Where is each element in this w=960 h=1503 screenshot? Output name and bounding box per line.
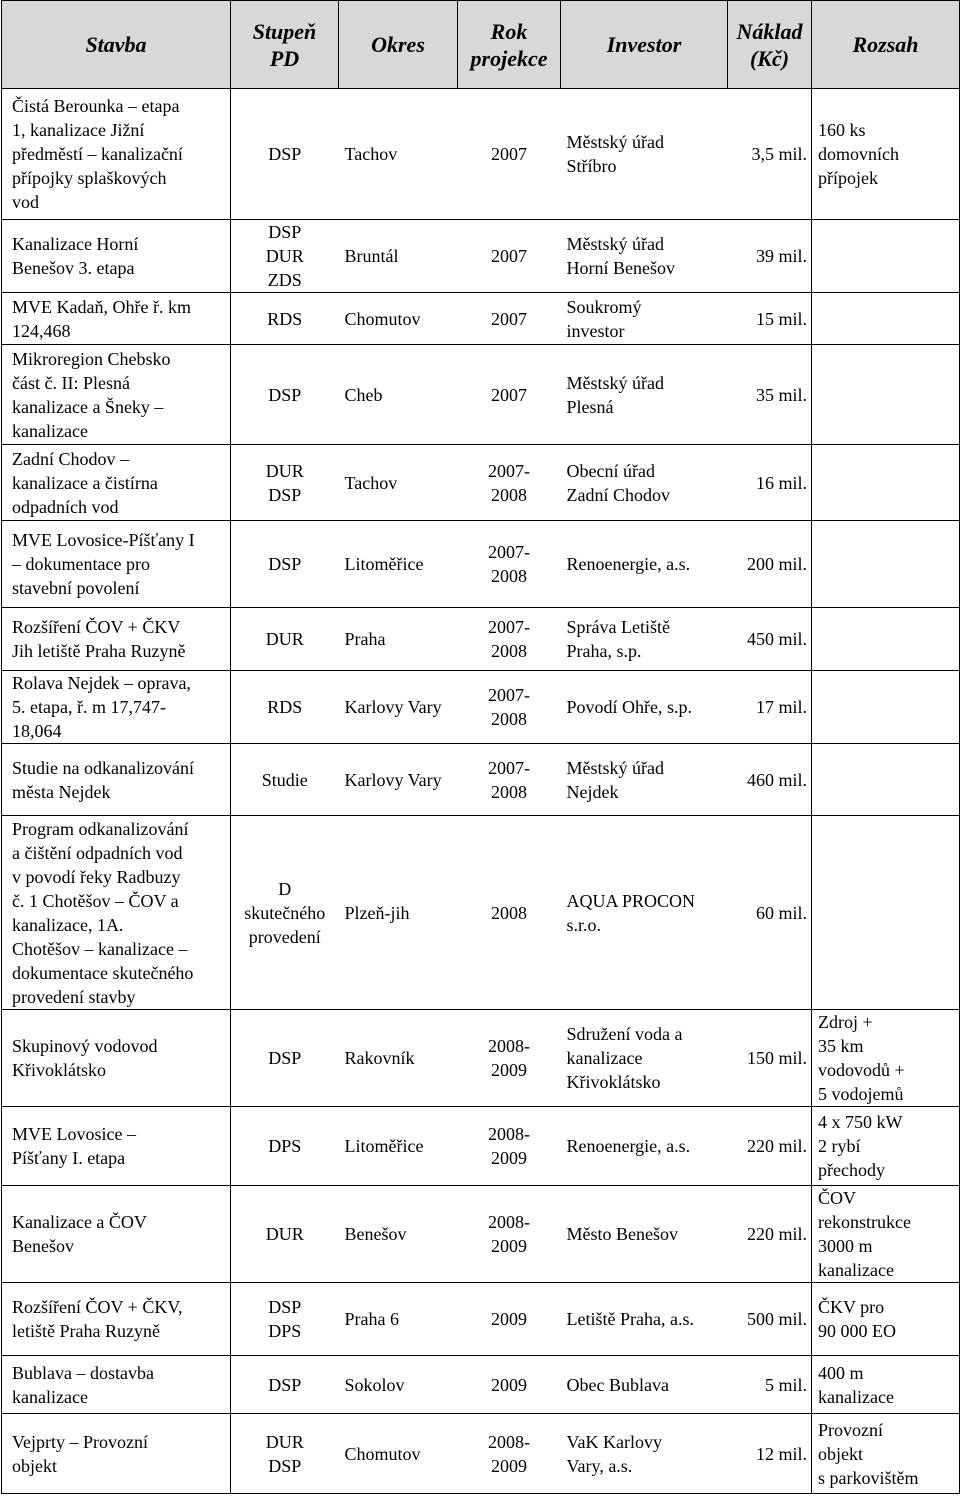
cell-stupen-pd: DSP — [231, 89, 339, 220]
cell-okres: Rakovník — [339, 1010, 458, 1107]
cell-naklad: 39 mil. — [728, 220, 812, 293]
cell-investor: Město Benešov — [561, 1186, 728, 1283]
cell-rozsah — [812, 816, 960, 1010]
cell-okres: Tachov — [339, 89, 458, 220]
cell-rozsah: 160 ks domovních přípojek — [812, 89, 960, 220]
header-stavba: Stavba — [2, 1, 231, 89]
cell-investor: Sdružení voda a kanalizace Křivoklátsko — [561, 1010, 728, 1107]
header-rok-projekce: Rok projekce — [458, 1, 561, 89]
cell-stavba: Rozšíření ČOV + ČKV, letiště Praha Ruzyně — [2, 1283, 231, 1356]
cell-naklad: 460 mil. — [728, 744, 812, 816]
table-row — [2, 744, 960, 816]
cell-investor: Správa Letiště Praha, s.p. — [561, 608, 728, 671]
cell-investor: AQUA PROCON s.r.o. — [561, 816, 728, 1010]
cell-okres: Sokolov — [339, 1356, 458, 1414]
table-row — [2, 1356, 960, 1414]
cell-rok: 2008- 2009 — [458, 1186, 561, 1283]
cell-rozsah — [812, 220, 960, 293]
cell-stupen-pd: DUR — [231, 608, 339, 671]
cell-stavba: Skupinový vodovod Křivoklátsko — [2, 1010, 231, 1107]
cell-stupen-pd: DSP DPS — [231, 1283, 339, 1356]
table-row — [2, 608, 960, 671]
table-row — [2, 671, 960, 744]
table-row — [2, 816, 960, 1010]
cell-stupen-pd: DUR DSP — [231, 445, 339, 521]
cell-stupen-pd: DSP — [231, 1010, 339, 1107]
cell-stavba: Bublava – dostavba kanalizace — [2, 1356, 231, 1414]
cell-rozsah — [812, 671, 960, 744]
header-investor: Investor — [561, 1, 728, 89]
cell-naklad: 500 mil. — [728, 1283, 812, 1356]
cell-rozsah: ČOV rekonstrukce 3000 m kanalizace — [812, 1186, 960, 1283]
cell-stavba: Zadní Chodov – kanalizace a čistírna odpadních vod — [2, 445, 231, 521]
cell-naklad: 220 mil. — [728, 1186, 812, 1283]
cell-rok: 2008 — [458, 816, 561, 1010]
cell-rok: 2007 — [458, 89, 561, 220]
cell-rozsah — [812, 445, 960, 521]
cell-stavba: Kanalizace a ČOV Benešov — [2, 1186, 231, 1283]
cell-rok: 2007- 2008 — [458, 744, 561, 816]
header-naklad: Náklad (Kč) — [728, 1, 812, 89]
cell-investor: Městský úřad Horní Benešov — [561, 220, 728, 293]
cell-stavba: Studie na odkanalizování města Nejdek — [2, 744, 231, 816]
projects-table — [1, 0, 960, 1494]
cell-stupen-pd: DPS — [231, 1107, 339, 1186]
cell-stupen-pd: DSP — [231, 345, 339, 445]
cell-rok: 2008- 2009 — [458, 1414, 561, 1494]
cell-rok: 2007 — [458, 345, 561, 445]
cell-investor: Letiště Praha, a.s. — [561, 1283, 728, 1356]
cell-investor: Renoenergie, a.s. — [561, 1107, 728, 1186]
cell-investor: Městský úřad Stříbro — [561, 89, 728, 220]
header-stupen-pd: Stupeň PD — [231, 1, 339, 89]
cell-stavba: Čistá Berounka – etapa 1, kanalizace Jižní předměstí – kanalizační přípojky splaškových vod — [2, 89, 231, 220]
cell-naklad: 60 mil. — [728, 816, 812, 1010]
cell-rozsah — [812, 608, 960, 671]
cell-naklad: 200 mil. — [728, 521, 812, 608]
header-rozsah: Rozsah — [812, 1, 960, 89]
cell-naklad: 450 mil. — [728, 608, 812, 671]
table-row — [2, 345, 960, 445]
cell-stavba: Vejprty – Provozní objekt — [2, 1414, 231, 1494]
cell-rok: 2007 — [458, 293, 561, 345]
cell-stavba: Rozšíření ČOV + ČKV Jih letiště Praha Ruzyně — [2, 608, 231, 671]
cell-stupen-pd: DSP — [231, 521, 339, 608]
cell-stavba: MVE Lovosice – Píšťany I. etapa — [2, 1107, 231, 1186]
cell-okres: Karlovy Vary — [339, 744, 458, 816]
cell-rok: 2009 — [458, 1283, 561, 1356]
cell-rozsah: 4 x 750 kW 2 rybí přechody — [812, 1107, 960, 1186]
cell-stavba: Program odkanalizování a čištění odpadních vod v povodí řeky Radbuzy č. 1 Chotěšov – ČOV a kanalizace, 1A. Chotěšov – kanalizace – dokumentace skutečného provedení stavby — [2, 816, 231, 1010]
cell-rok: 2008- 2009 — [458, 1010, 561, 1107]
cell-rok: 2009 — [458, 1356, 561, 1414]
cell-stupen-pd: RDS — [231, 671, 339, 744]
table-row — [2, 1186, 960, 1283]
cell-naklad: 12 mil. — [728, 1414, 812, 1494]
cell-okres: Litoměřice — [339, 1107, 458, 1186]
cell-rozsah: ČKV pro 90 000 EO — [812, 1283, 960, 1356]
cell-rok: 2007- 2008 — [458, 445, 561, 521]
cell-stavba: MVE Kadaň, Ohře ř. km 124,468 — [2, 293, 231, 345]
cell-investor: Povodí Ohře, s.p. — [561, 671, 728, 744]
cell-rok: 2007- 2008 — [458, 671, 561, 744]
cell-rozsah — [812, 744, 960, 816]
cell-okres: Bruntál — [339, 220, 458, 293]
cell-okres: Praha — [339, 608, 458, 671]
cell-naklad: 35 mil. — [728, 345, 812, 445]
cell-rok: 2008- 2009 — [458, 1107, 561, 1186]
cell-rozsah: 400 m kanalizace — [812, 1356, 960, 1414]
cell-rok: 2007- 2008 — [458, 608, 561, 671]
cell-naklad: 16 mil. — [728, 445, 812, 521]
cell-investor: Obec Bublava — [561, 1356, 728, 1414]
cell-okres: Benešov — [339, 1186, 458, 1283]
cell-okres: Tachov — [339, 445, 458, 521]
cell-investor: Městský úřad Plesná — [561, 345, 728, 445]
cell-stupen-pd: DUR — [231, 1186, 339, 1283]
cell-investor: Renoenergie, a.s. — [561, 521, 728, 608]
cell-investor: Městský úřad Nejdek — [561, 744, 728, 816]
table-row — [2, 293, 960, 345]
cell-naklad: 150 mil. — [728, 1010, 812, 1107]
cell-stupen-pd: D skutečného provedení — [231, 816, 339, 1010]
cell-stavba: Mikroregion Chebsko část č. II: Plesná kanalizace a Šneky – kanalizace — [2, 345, 231, 445]
table-row — [2, 1107, 960, 1186]
cell-stupen-pd: DSP DUR ZDS — [231, 220, 339, 293]
header-row — [2, 1, 960, 89]
cell-stupen-pd: DSP — [231, 1356, 339, 1414]
cell-rok: 2007 — [458, 220, 561, 293]
projects-table-body — [2, 89, 960, 1494]
table-row — [2, 89, 960, 220]
cell-okres: Litoměřice — [339, 521, 458, 608]
table-row — [2, 1414, 960, 1494]
header-okres: Okres — [339, 1, 458, 89]
table-row — [2, 521, 960, 608]
cell-okres: Cheb — [339, 345, 458, 445]
cell-rozsah: Provozní objekt s parkovištěm — [812, 1414, 960, 1494]
cell-rozsah — [812, 521, 960, 608]
cell-naklad: 5 mil. — [728, 1356, 812, 1414]
cell-naklad: 15 mil. — [728, 293, 812, 345]
cell-stavba: MVE Lovosice-Píšťany I – dokumentace pro stavební povolení — [2, 521, 231, 608]
cell-okres: Chomutov — [339, 1414, 458, 1494]
cell-naklad: 3,5 mil. — [728, 89, 812, 220]
table-row — [2, 1010, 960, 1107]
table-row — [2, 1283, 960, 1356]
cell-investor: Obecní úřad Zadní Chodov — [561, 445, 728, 521]
cell-okres: Plzeň-jih — [339, 816, 458, 1010]
cell-okres: Praha 6 — [339, 1283, 458, 1356]
cell-stupen-pd: Studie — [231, 744, 339, 816]
cell-okres: Karlovy Vary — [339, 671, 458, 744]
cell-naklad: 220 mil. — [728, 1107, 812, 1186]
table-row — [2, 220, 960, 293]
cell-okres: Chomutov — [339, 293, 458, 345]
cell-stavba: Kanalizace Horní Benešov 3. etapa — [2, 220, 231, 293]
cell-stupen-pd: RDS — [231, 293, 339, 345]
cell-investor: Soukromý investor — [561, 293, 728, 345]
cell-rozsah: Zdroj + 35 km vodovodů + 5 vodojemů — [812, 1010, 960, 1107]
cell-investor: VaK Karlovy Vary, a.s. — [561, 1414, 728, 1494]
cell-rozsah — [812, 293, 960, 345]
cell-rozsah — [812, 345, 960, 445]
cell-naklad: 17 mil. — [728, 671, 812, 744]
cell-stupen-pd: DUR DSP — [231, 1414, 339, 1494]
table-row — [2, 445, 960, 521]
cell-rok: 2007- 2008 — [458, 521, 561, 608]
cell-stavba: Rolava Nejdek – oprava, 5. etapa, ř. m 17,747- 18,064 — [2, 671, 231, 744]
